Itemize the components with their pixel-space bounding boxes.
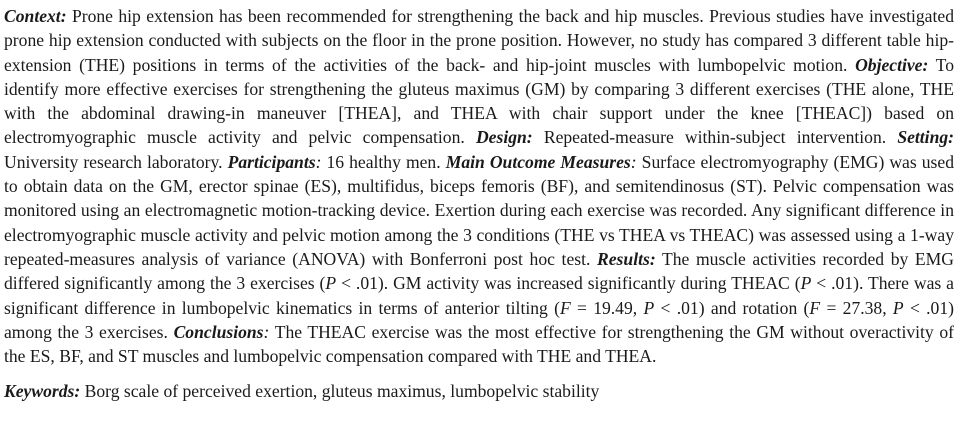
outcome-colon: : bbox=[630, 151, 637, 172]
keywords-text: Borg scale of perceived exertion, gluteus maximus, lumbopelvic stability bbox=[80, 381, 600, 402]
results-label: Results: bbox=[597, 248, 656, 269]
results-text-5: < .01) and rotation ( bbox=[654, 297, 810, 318]
results-text-2: < .01). GM activity was increased significantly during THEAC ( bbox=[336, 273, 801, 294]
keywords-line bbox=[4, 379, 954, 403]
conclusions-text: The THEAC exercise was the most effective for strengthening the GM without overactivity of the ES, BF, and ST muscles and lumbopelvic compensation compared with THE and THEA. bbox=[4, 321, 954, 367]
participants-label: Participants bbox=[227, 151, 316, 172]
results-text-4: = 19.49, bbox=[570, 297, 644, 318]
conclusions-colon: : bbox=[263, 321, 270, 342]
design-label: Design: bbox=[475, 127, 533, 148]
context-label: Context: bbox=[4, 6, 67, 26]
abstract-paragraph bbox=[4, 4, 954, 368]
participants-colon: : bbox=[315, 151, 322, 172]
results-f-symbol-2: F bbox=[809, 297, 821, 318]
results-p-symbol-4: P bbox=[892, 297, 904, 318]
participants-text: 16 healthy men. bbox=[321, 151, 446, 172]
objective-label: Objective: bbox=[855, 54, 929, 75]
context-text: Prone hip extension has been recommended for strengthening the back and hip muscles. Previous studies have investigated prone hip extension conducted with subjects on the floor in the prone position. However, no study has compared 3 different table hip-extension (THE) positions in terms of the activities of the back- and hip-joint muscles with lumbopelvic motion. bbox=[4, 6, 954, 75]
results-p-symbol-2: P bbox=[800, 273, 812, 294]
paper-abstract-page bbox=[4, 4, 954, 404]
results-f-symbol-1: F bbox=[559, 297, 571, 318]
setting-label: Setting: bbox=[897, 127, 955, 148]
objective-text: To identify more effective exercises for strengthening the gluteus maximus (GM) by comparing 3 different exercises (THE alone, THE with the abdominal drawing-in maneuver [THEA], and THEA with chair support under the knee [THEAC]) based on electromyographic muscle activity and pelvic compensation. bbox=[4, 54, 954, 148]
results-p-symbol-3: P bbox=[643, 297, 655, 318]
conclusions-label: Conclusions bbox=[173, 321, 264, 342]
outcome-text: Surface electromyography (EMG) was used to obtain data on the GM, erector spinae (ES), multifidus, biceps femoris (BF), and semitendinosus (ST). Pelvic compensation was monitored using an electromagnetic motion-tracking device. Exertion during each exercise was recorded. Any significant difference in electromyographic muscle activity and pelvic motion among the 3 conditions (THE vs THEA vs THEAC) was assessed using a 1-way repeated-measures analysis of variance (ANOVA) with Bonferroni post hoc test. bbox=[4, 151, 955, 269]
results-text-7: < .01) among the 3 exercises. bbox=[4, 297, 955, 342]
results-text-6: = 27.38, bbox=[820, 297, 893, 318]
outcome-label: Main Outcome Measures bbox=[445, 151, 631, 172]
setting-text: University research laboratory. bbox=[4, 151, 228, 172]
results-p-symbol-1: P bbox=[325, 273, 337, 294]
design-text: Repeated-measure within-subject intervention. bbox=[532, 127, 898, 148]
results-text-1: The muscle activities recorded by EMG differed significantly among the 3 exercises ( bbox=[4, 248, 955, 294]
keywords-label: Keywords: bbox=[4, 381, 81, 402]
results-text-3: < .01). There was a significant difference in lumbopelvic kinematics in terms of anterior tilting ( bbox=[4, 273, 954, 318]
